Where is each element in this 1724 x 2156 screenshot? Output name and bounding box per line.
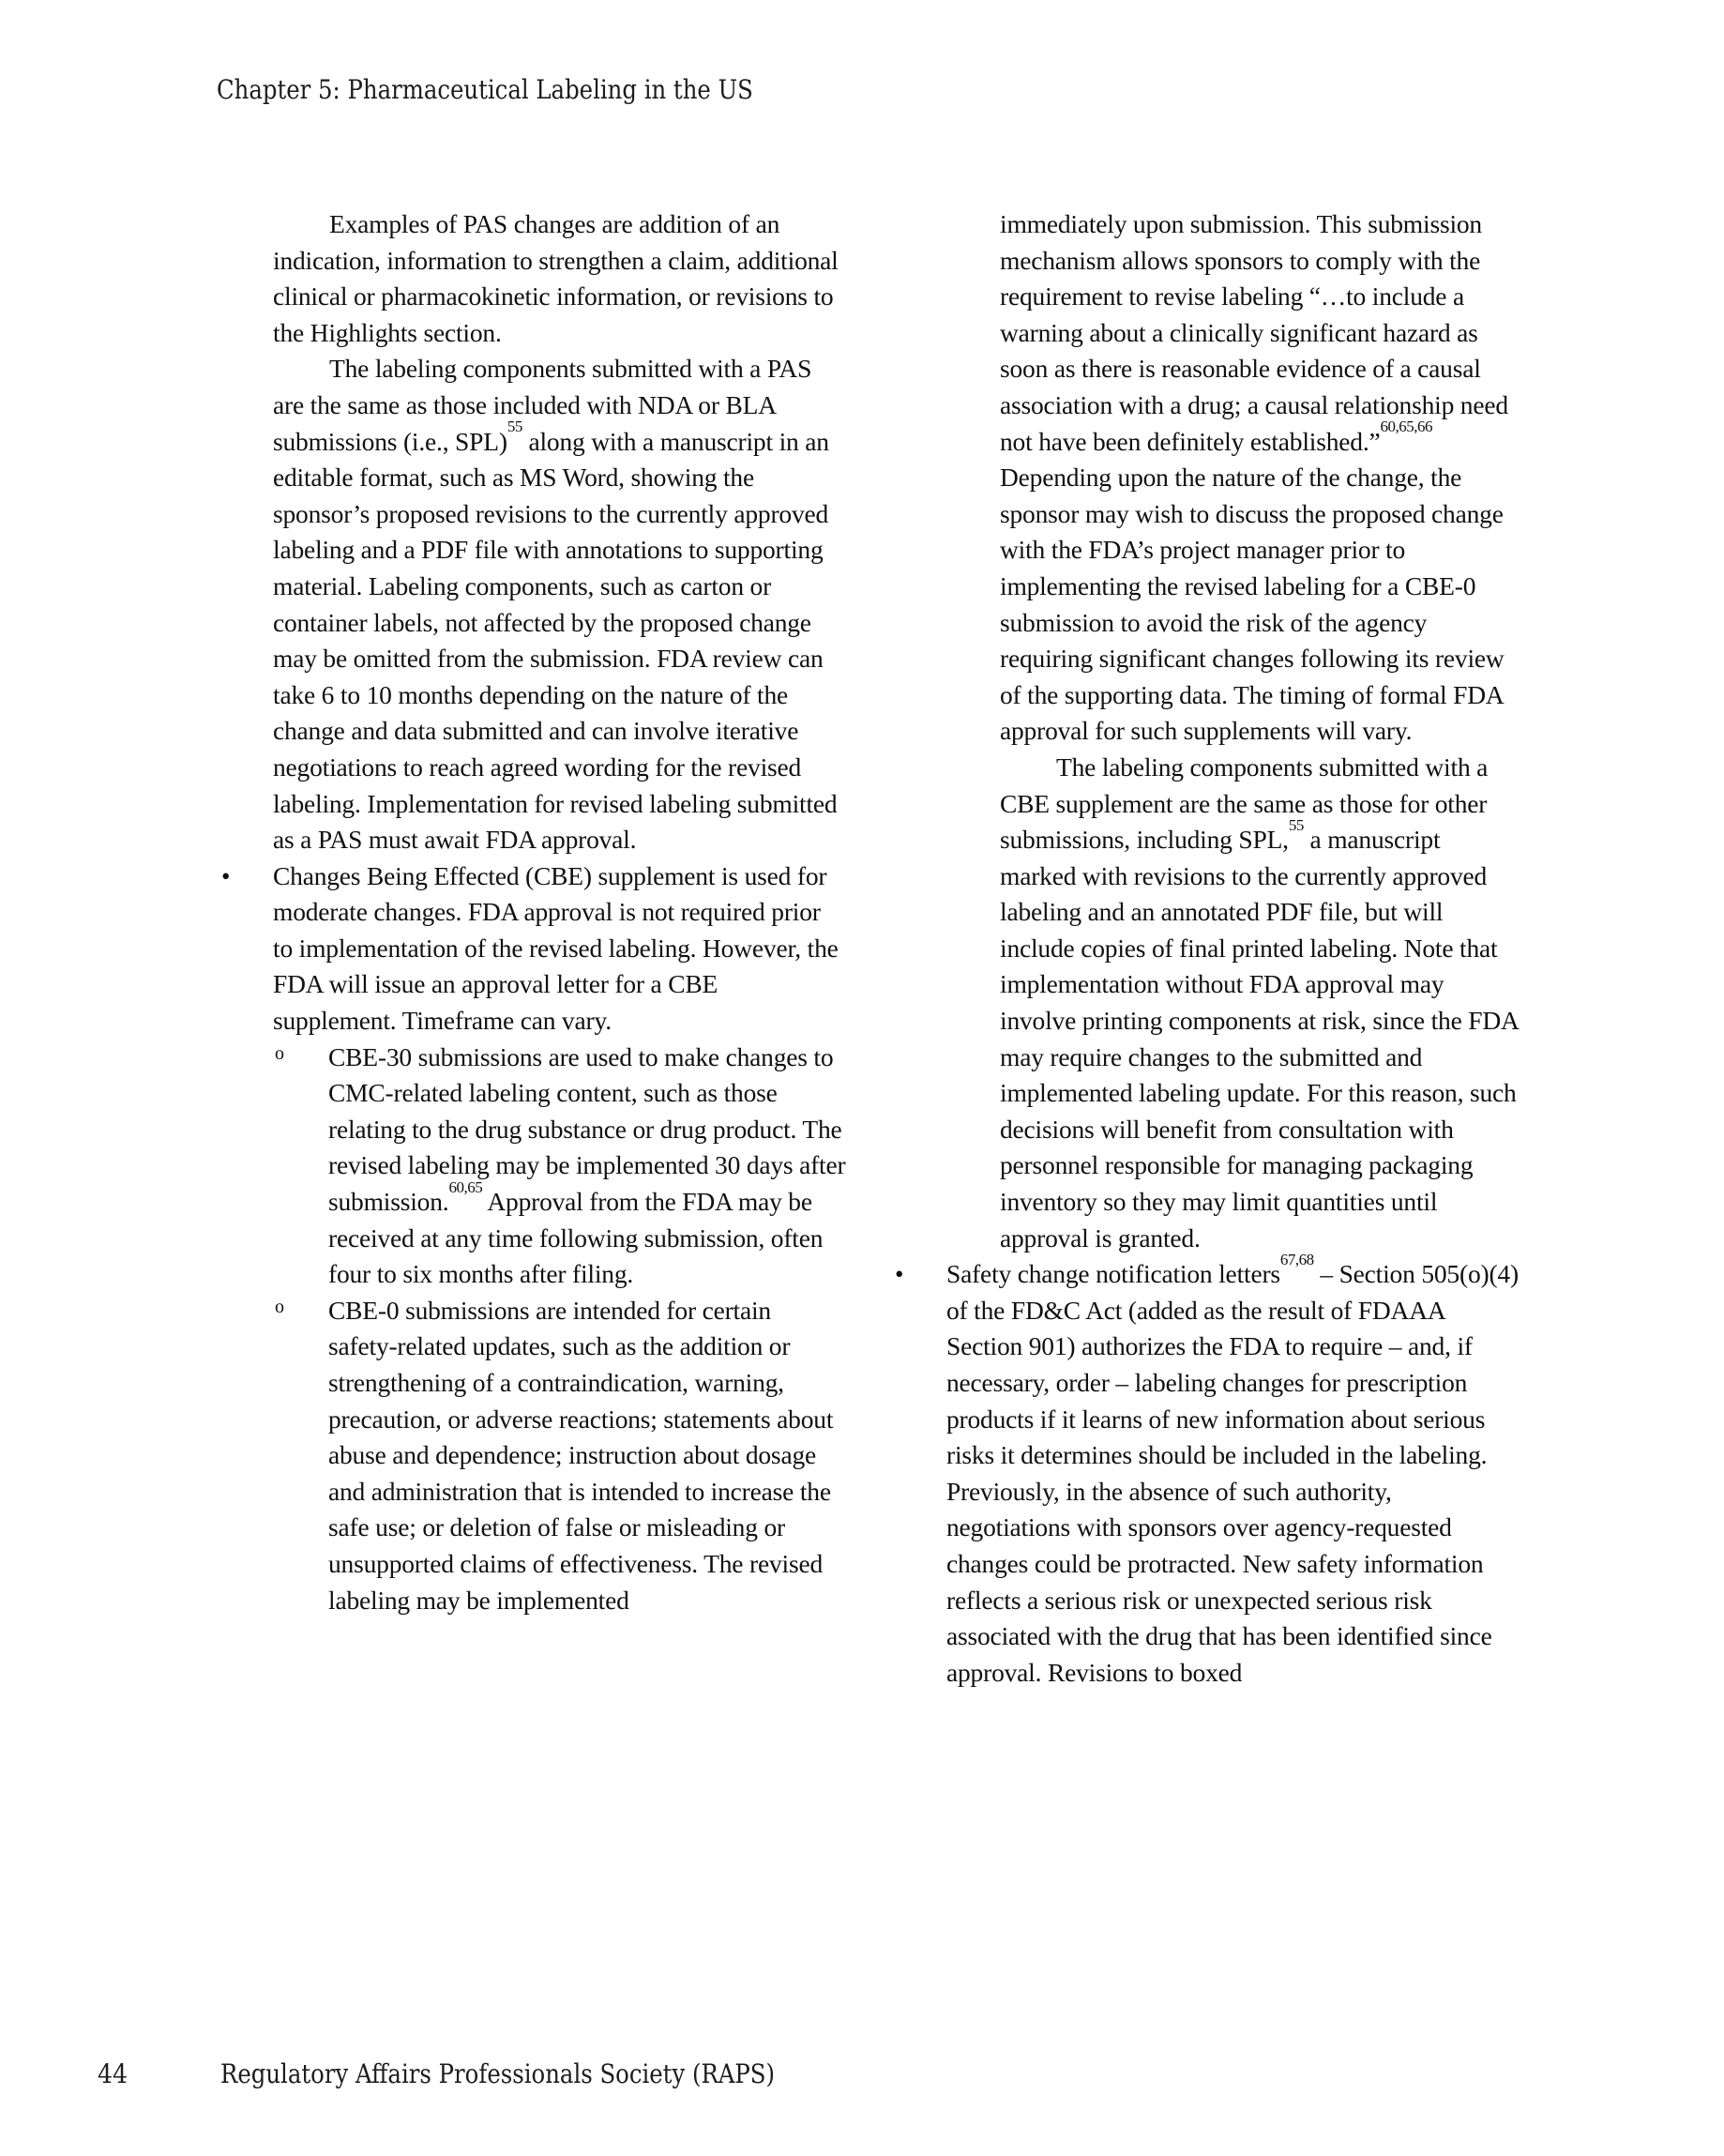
footnote-reference: 60,65,66: [1380, 418, 1433, 436]
page-number: 44: [98, 2058, 129, 2089]
paragraph-text: Safety change notification letters$^{67,68}$ – Section 505(o)(4) of the FD&C Act (added as the result of FDAAA Section 901) authorizes the FDA to require – and, if necessary, order – labeling changes for prescription products if it learns of new information about serious risks it determines should be included in the labeling. Previously, in the absence of such authority, negotiations with sponsors over agency-requested changes could be protracted. New safety information reflects a serious risk or unexpected serious risk associated with the drug that has been identified since approval. Revisions to boxed: [946, 1251, 1519, 1687]
running-header: Chapter 5: Pharmaceutical Labeling in the US: [217, 74, 753, 105]
paragraph: [219, 206, 846, 351]
footnote-reference: 60,65: [448, 1177, 483, 1196]
sub-bullet-item: [219, 1293, 846, 1618]
paragraph: [219, 351, 846, 858]
paragraph: [893, 750, 1520, 1256]
paragraph-text: The labeling components submitted with a CBE supplement are the same as those for other submissions, including SPL,$^{55}$ a manuscript marked with revisions to the currently approved labeling and an annotated PDF file, but will include copies of final printed labeling. Note that implementation without FDA approval may involve printing components at risk, since the FDA may require changes to the submitted and implemented labeling update. For this reason, such decisions will benefit from consultation with personnel responsible for managing packaging inventory so they may limit quantities until approval is granted.: [1000, 752, 1519, 1253]
circle-bullet-marker: o: [275, 1296, 284, 1317]
paragraph: [893, 206, 1520, 750]
paragraph-text: Changes Being Effected (CBE) supplement is used for moderate changes. FDA approval is not required prior to implementation of the revised labeling. However, the FDA will issue an approval letter for a CBE supplement. Timeframe can vary.: [273, 860, 839, 1036]
paragraph-text: CBE-30 submissions are used to make changes to CMC-related labeling content, such as those relating to the drug substance or drug product. The revised labeling may be implemented 30 days after submission.$^{60,65}$ Approval from the FDA may be received at any time following submission, often four to six months after filing.: [328, 1041, 846, 1289]
circle-bullet-marker: o: [275, 1042, 284, 1064]
bullet-item: [893, 1251, 1520, 1691]
bullet-marker: •: [221, 861, 231, 890]
paragraph-text: CBE-0 submissions are intended for certain safety-related updates, such as the addition or strengthening of a contraindication, warning, precaution, or adverse reactions; statements about abuse and dependence; instruction about dosage and administration that is intended to increase the safe use; or deletion of false or misleading or unsupported claims of effectiveness. The revised labeling may be implemented: [328, 1295, 834, 1615]
sub-bullet-item: [219, 1040, 846, 1293]
footnote-reference: 67,68: [1279, 1251, 1314, 1269]
footnote-reference: 55: [507, 418, 522, 436]
right-column: [893, 206, 1520, 1691]
bullet-item: [219, 858, 846, 1040]
bullet-marker: •: [895, 1260, 904, 1289]
paragraph-text: Examples of PAS changes are addition of an indication, information to strengthen a claim, additional clinical or pharmacokinetic information, or revisions to the Highlights section.: [273, 209, 839, 347]
paragraph-text: The labeling components submitted with a PAS are the same as those included with NDA or BLA submissions (i.e., SPL)$^{55}$ along with a manuscript in an editable format, such as MS Word, showing the sponsor’s proposed revisions to the currently approved labeling and a PDF file with annotations to supporting material. Labeling components, such as carton or container labels, not affected by the proposed change may be omitted from the submission. FDA review can take 6 to 10 months depending on the nature of the change and data submitted and can involve iterative negotiations to reach agreed wording for the revised labeling. Implementation for revised labeling submitted as a PAS must await FDA approval.: [273, 354, 838, 855]
publisher-name: Regulatory Affairs Professionals Society (RAPS): [220, 2058, 776, 2089]
paragraph-text: immediately upon submission. This submission mechanism allows sponsors to comply with the requirement to revise labeling “…to include a warning about a clinically significant hazard as soon as there is reasonable evidence of a causal association with a drug; a causal relationship need not have been definitely established.”$^{60,65,66}$ Depending upon the nature of the change, the sponsor may wish to discuss the proposed change with the FDA’s project manager prior to implementing the revised labeling for a CBE-0 submission to avoid the risk of the agency requiring significant changes following its review of the supporting data. The timing of formal FDA approval for such supplements will vary.: [1000, 209, 1508, 746]
left-column: [219, 206, 846, 1618]
footnote-reference: 55: [1288, 815, 1304, 834]
